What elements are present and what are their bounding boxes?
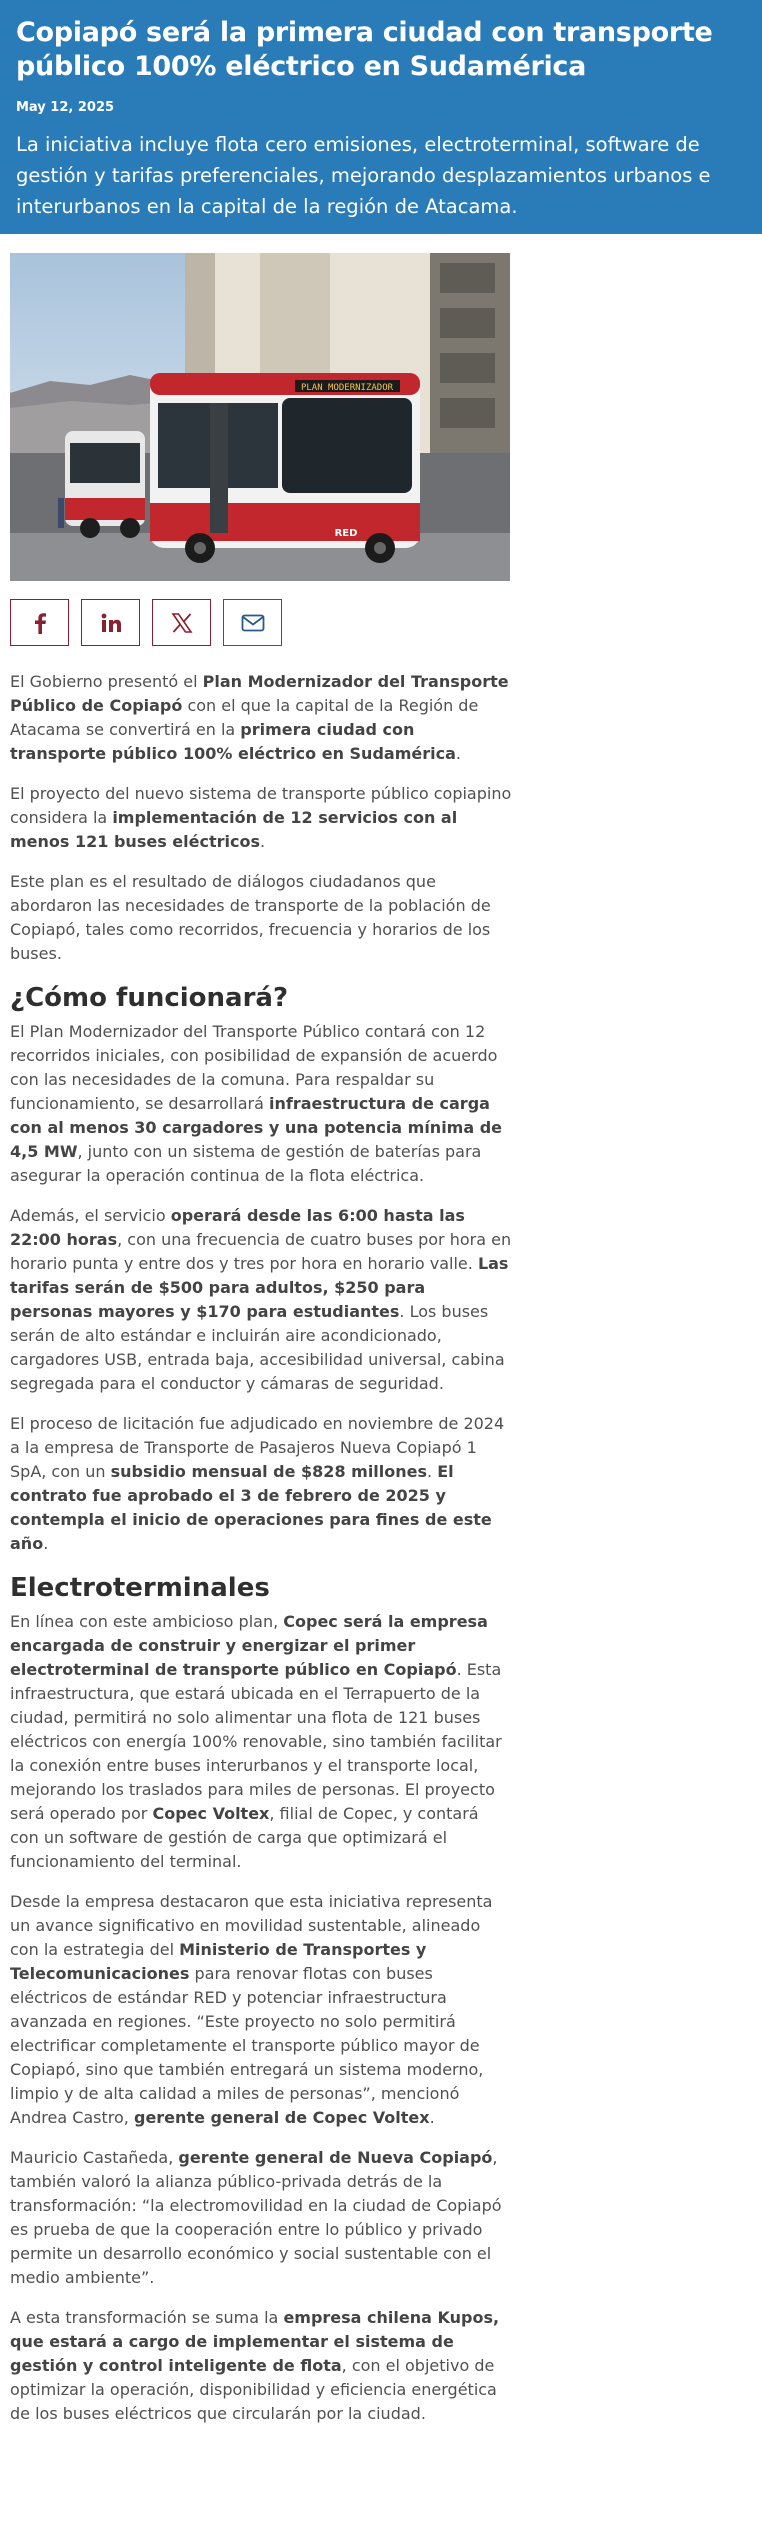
bold-text: El contrato fue aprobado el 3 de febrero de 2025 y contempla el inicio de operaciones para fines de este año (10, 1462, 492, 1553)
paragraph (10, 2146, 512, 2290)
article-title: Copiapó será la primera ciudad con transporte público 100% eléctrico en Sudamérica (16, 17, 713, 82)
bus-brand-label: RED (334, 528, 358, 539)
bold-text: infraestructura de carga con al menos 30 cargadores y una potencia mínima de 4,5 MW (10, 1094, 503, 1161)
article-date: May 12, 2025 (16, 100, 115, 115)
paragraph (10, 1610, 512, 1874)
text-run: con el que la capital de la Región de Atacama se convertirá en la (10, 696, 479, 739)
bold-text: Ministerio de Transportes y Telecomunicaciones (10, 1940, 427, 1983)
text-run: A esta transformación se suma la (10, 2308, 284, 2327)
share-email-button[interactable] (223, 599, 282, 646)
text-run: , junto con un sistema de gestión de baterías para asegurar la operación continua de la flota eléctrica. (10, 1142, 482, 1185)
section-heading: Electroterminales (10, 1573, 270, 1603)
bold-text: gerente general de Copec Voltex (133, 2108, 430, 2127)
paragraph (10, 782, 512, 854)
section-heading: ¿Cómo funcionará? (10, 983, 289, 1013)
text-run: Mauricio Castañeda, (10, 2148, 179, 2167)
linkedin-icon (100, 612, 122, 634)
share-x-button[interactable] (152, 599, 211, 646)
text-run: El proceso de licitación fue adjudicado en noviembre de 2024 a la empresa de Transporte de Pasajeros Nueva Copiapó 1 SpA, con un (10, 1414, 505, 1481)
text-run: . (455, 744, 461, 763)
text-run: En línea con este ambicioso plan, (10, 1612, 284, 1631)
article-content (0, 253, 512, 2426)
paragraph (10, 1204, 512, 1396)
text-run: Además, el servicio (10, 1206, 171, 1225)
text-run: . Esta infraestructura, que estará ubicada en el Terrapuerto de la ciudad, permitirá no solo alimentar una flota de 121 buses eléctricos con energía 100% renovable, sino también facilitar la conexión entre buses interurbanos y el transporte local, mejorando los traslados para miles de personas. El proyecto será operado por (10, 1660, 502, 1823)
article-photo (10, 253, 510, 581)
bold-text: primera ciudad con transporte público 100% eléctrico en Sudamérica (10, 720, 456, 763)
bold-text: empresa chilena Kupos, que estará a cargo de implementar el sistema de gestión y control inteligente de flota (10, 2308, 500, 2375)
text-run: , también valoró la alianza público-privada detrás de la transformación: “la electromovilidad en la ciudad de Copiapó es prueba de que la cooperación entre lo público y privado permite un desarrollo económico y social sustentable con el medio ambiente”. (10, 2148, 502, 2287)
share-bar (10, 599, 512, 646)
text-run: , con el objetivo de optimizar la operación, disponibilidad y eficiencia energética de los buses eléctricos que circularán por la ciudad. (10, 2356, 497, 2423)
article-body (10, 670, 512, 2426)
text-run: El Plan Modernizador del Transporte Público contará con 12 recorridos iniciales, con posibilidad de expansión de acuerdo con las necesidades de la comuna. Para respaldar su funcionamiento, se desarrollará (10, 1022, 498, 1113)
article-header (0, 0, 762, 234)
facebook-icon (30, 612, 50, 634)
paragraph (10, 1890, 512, 2130)
bold-text: Plan Modernizador del Transporte Público de Copiapó (10, 672, 509, 715)
bold-text: Copec será la empresa encargada de construir y energizar el primer electroterminal de transporte público en Copiapó (10, 1612, 488, 1679)
text-run: Este plan es el resultado de diálogos ciudadanos que abordaron las necesidades de transporte de la población de Copiapó, tales como recorridos, frecuencia y horarios de los buses. (10, 872, 491, 963)
text-run: . (427, 1462, 438, 1481)
share-linkedin-button[interactable] (81, 599, 140, 646)
mail-icon (241, 614, 265, 632)
paragraph (10, 870, 512, 966)
text-run: para renovar flotas con buses eléctricos de estándar RED y potenciar infraestructura avanzada en regiones. “Este proyecto no solo permitirá electrificar completamente el transporte público mayor de Copiapó, sino que también entregará un sistema moderno, limpio y de alta calidad a miles de personas”, mencionó Andrea Castro, (10, 1964, 484, 2127)
text-run: . (259, 832, 266, 851)
text-run: Desde la empresa destacaron que esta iniciativa representa un avance significativo en movilidad sustentable, alineado con la estrategia del (10, 1892, 493, 1959)
bold-text: Las tarifas serán de $500 para adultos, $250 para personas mayores y $170 para estudiantes (10, 1254, 509, 1321)
paragraph (10, 1412, 512, 1556)
bold-text: gerente general de Nueva Copiapó (178, 2148, 493, 2167)
electric-bus-photo (10, 253, 510, 581)
article-lead: La iniciativa incluye flota cero emisiones, electroterminal, software de gestión y tarifas preferenciales, mejorando desplazamientos urbanos e interurbanos en la capital de la región de Atacama. (16, 133, 711, 218)
text-run: El proyecto del nuevo sistema de transporte público copiapino considera la (10, 784, 512, 827)
paragraph (10, 1020, 512, 1188)
share-facebook-button[interactable] (10, 599, 69, 646)
paragraph (10, 670, 512, 766)
bold-text: operará desde las 6:00 hasta las 22:00 horas (10, 1206, 465, 1249)
bold-text: subsidio mensual de $828 millones (110, 1462, 428, 1481)
text-run: El Gobierno presentó el (10, 672, 203, 691)
text-run: . (43, 1534, 49, 1553)
bold-text: Copec Voltex (152, 1804, 270, 1823)
paragraph (10, 2306, 512, 2426)
x-icon (171, 612, 193, 634)
bold-text: implementación de 12 servicios con al menos 121 buses eléctricos (10, 808, 458, 851)
text-run: . (429, 2108, 435, 2127)
text-run: , filial de Copec, y contará con un software de gestión de carga que optimizará el funcionamiento del terminal. (10, 1804, 479, 1871)
text-run: . Los buses serán de alto estándar e incluirán aire acondicionado, cargadores USB, entrada baja, accesibilidad universal, cabina segregada para el conductor y cámaras de seguridad. (10, 1302, 505, 1393)
text-run: , con una frecuencia de cuatro buses por hora en horario punta y entre dos y tres por hora en horario valle. (10, 1230, 512, 1273)
bus-destination-sign: PLAN MODERNIZADOR (300, 383, 394, 393)
